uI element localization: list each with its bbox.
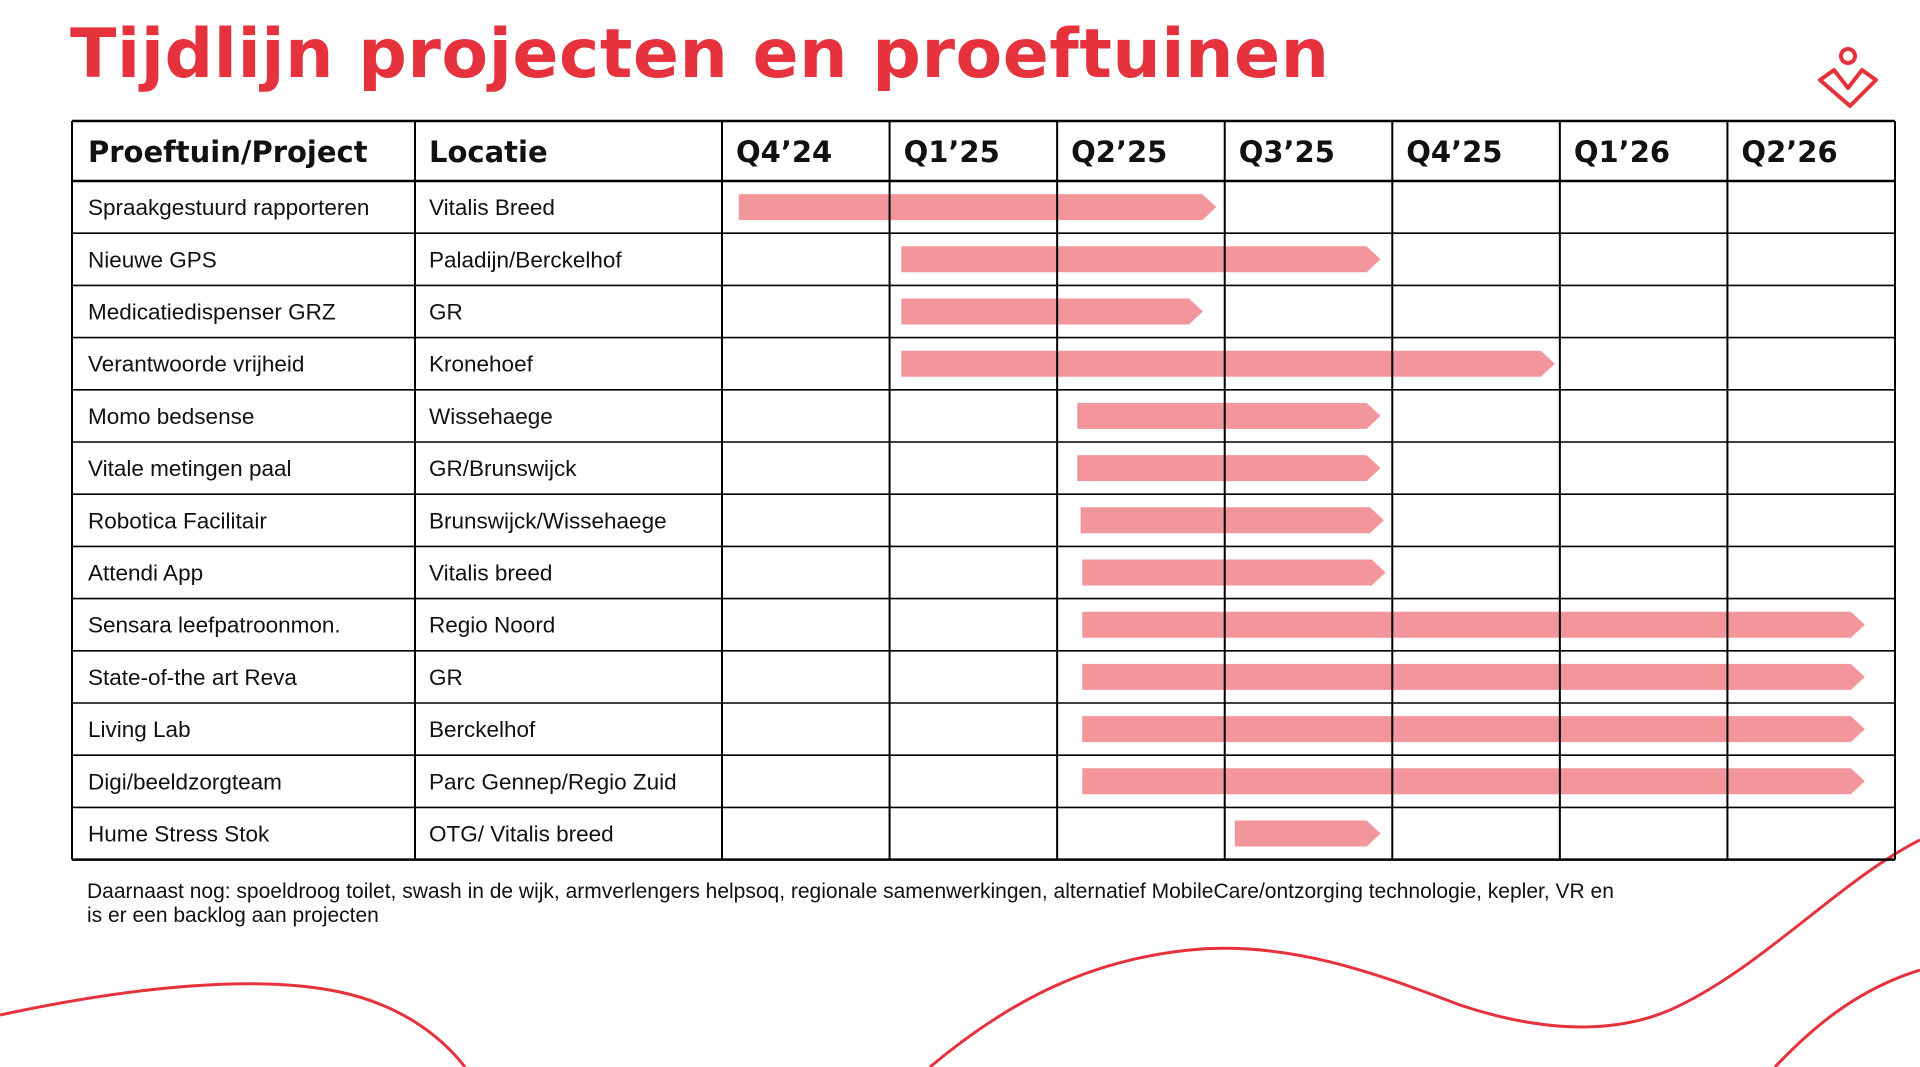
header-project: Proeftuin/Project <box>88 135 368 169</box>
row-project-label: Nieuwe GPS <box>88 247 217 273</box>
row-project-label: Robotica Facilitair <box>88 508 267 534</box>
row-location-label: Kronehoef <box>429 351 533 377</box>
gantt-grid <box>72 121 1895 860</box>
timeline-bar <box>1082 716 1865 742</box>
row-location-label: Paladijn/Berckelhof <box>429 247 622 273</box>
header-location: Locatie <box>429 135 548 169</box>
row-location-label: Wissehaege <box>429 403 553 429</box>
timeline-bar <box>1235 821 1381 847</box>
row-location-label: Parc Gennep/Regio Zuid <box>429 769 677 795</box>
timeline-bar <box>901 299 1203 325</box>
row-location-label: Brunswijck/Wissehaege <box>429 508 667 534</box>
timeline-bar <box>739 194 1217 220</box>
page-title: Tijdlijn projecten en proeftuinen <box>70 15 1330 94</box>
timeline-bar <box>1077 403 1380 429</box>
timeline-bar <box>901 351 1555 377</box>
header-period: Q4’24 <box>736 135 833 169</box>
header-period: Q2’26 <box>1741 135 1838 169</box>
footnote-text: Daarnaast nog: spoeldroog toilet, swash in de wijk, armverlengers helpsoq, regionale samenwerkingen, alternatief MobileCare/ontzorging technologie, kepler, VR en is er een backlog aan projecten <box>87 880 1614 927</box>
row-location-label: Vitalis breed <box>429 560 553 586</box>
timeline-bar <box>1082 612 1865 638</box>
timeline-bar <box>1082 664 1865 690</box>
row-project-label: Sensara leefpatroonmon. <box>88 612 341 638</box>
row-project-label: Digi/beeldzorgteam <box>88 769 282 795</box>
row-project-label: Vitale metingen paal <box>88 456 292 482</box>
row-location-label: Regio Noord <box>429 612 556 638</box>
row-project-label: Living Lab <box>88 717 191 743</box>
gantt-bars <box>739 194 1865 846</box>
timeline-bar <box>1082 768 1865 794</box>
row-project-label: Spraakgestuurd rapporteren <box>88 195 370 221</box>
timeline-bar <box>1081 507 1384 533</box>
header-period: Q3’25 <box>1238 135 1335 169</box>
row-project-label: Attendi App <box>88 560 204 586</box>
row-location-label: Berckelhof <box>429 717 536 743</box>
timeline-bar <box>1077 455 1380 481</box>
row-project-label: Verantwoorde vrijheid <box>88 351 305 377</box>
timeline-bar <box>1082 560 1385 586</box>
row-project-label: State-of-the art Reva <box>88 664 297 690</box>
timeline-bar <box>901 246 1380 272</box>
row-project-label: Hume Stress Stok <box>88 821 270 847</box>
row-project-label: Medicatiedispenser GRZ <box>88 299 336 325</box>
row-location-label: GR/Brunswijck <box>429 456 577 482</box>
row-location-label: OTG/ Vitalis breed <box>429 821 614 847</box>
row-location-label: Vitalis Breed <box>429 195 555 221</box>
row-location-label: GR <box>429 299 463 325</box>
header-period: Q2’25 <box>1071 135 1168 169</box>
header-period: Q4’25 <box>1406 135 1503 169</box>
row-project-label: Momo bedsense <box>88 403 255 429</box>
row-location-label: GR <box>429 664 463 690</box>
header-period: Q1’25 <box>903 135 1000 169</box>
header-period: Q1’26 <box>1573 135 1671 169</box>
